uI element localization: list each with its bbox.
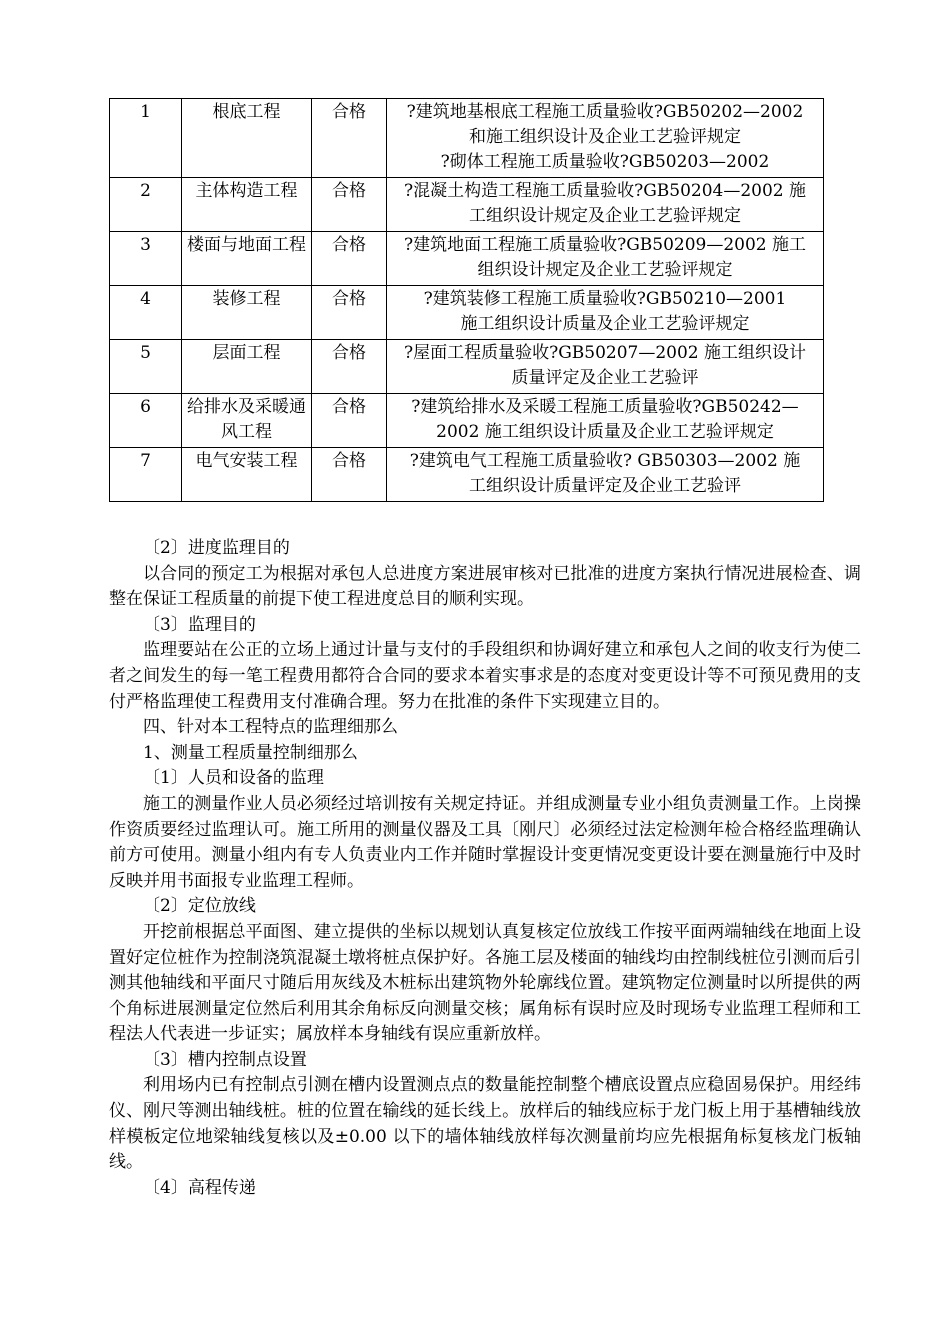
project-name-cell: 根底工程 bbox=[182, 99, 312, 178]
result-cell: 合格 bbox=[312, 286, 387, 340]
basis-line: ?建筑电气工程施工质量验收? GB50303—2002 施 bbox=[409, 451, 801, 471]
acceptance-basis-cell bbox=[387, 286, 824, 340]
row-number-cell: 3 bbox=[110, 232, 182, 286]
project-name-cell: 电气安装工程 bbox=[182, 448, 312, 502]
table-row bbox=[110, 232, 824, 286]
basis-line: ?建筑地面工程施工质量验收?GB50209—2002 施工 bbox=[403, 235, 807, 255]
project-name-cell: 给排水及采暖通风工程 bbox=[182, 394, 312, 448]
basis-line: ?建筑给排水及采暖工程施工质量验收?GB50242— bbox=[411, 397, 799, 417]
table-row bbox=[110, 178, 824, 232]
quality-standards-table bbox=[109, 98, 824, 502]
result-cell: 合格 bbox=[312, 340, 387, 394]
body-paragraph: 〔3〕槽内控制点设置 bbox=[143, 1049, 307, 1070]
body-paragraph: 施工的测量作业人员必须经过培训按有关规定持证。并组成测量专业小组负责测量工作。上岗操作资质要经过监理认可。施工所用的测量仪器及工具〔刚尺〕必须经过法定检测年检合格经监理确认前方可使用。测量小组内有专人负责业内工作并随时掌握设计变更情况变更设计要在测量施行中及时反映并用书面报专业监理工程师。 bbox=[109, 793, 861, 891]
basis-line: ?屋面工程质量验收?GB50207—2002 施工组织设计 bbox=[403, 343, 807, 363]
row-number-cell: 4 bbox=[110, 286, 182, 340]
basis-line: 和施工组织设计及企业工艺验评规定 bbox=[469, 127, 741, 147]
document-body bbox=[109, 536, 861, 1201]
result-cell: 合格 bbox=[312, 448, 387, 502]
body-paragraph: 〔3〕监理目的 bbox=[143, 614, 256, 635]
acceptance-basis-cell bbox=[387, 394, 824, 448]
body-paragraph: 以合同的预定工为根据对承包人总进度方案进展审核对已批准的进度方案执行情况进展检查、调整在保证工程质量的前提下使工程进度总目的顺利实现。 bbox=[109, 563, 861, 610]
body-paragraph: 监理要站在公正的立场上通过计量与支付的手段组织和协调好建立和承包人之间的收支行为使二者之间发生的每一笔工程费用都符合合同的要求本着实事求是的态度对变更设计等不可预见费用的支付严格监理使工程费用支付准确合理。努力在批准的条件下实现建立目的。 bbox=[109, 640, 861, 712]
result-cell: 合格 bbox=[312, 99, 387, 178]
acceptance-basis-cell bbox=[387, 232, 824, 286]
row-number-cell: 2 bbox=[110, 178, 182, 232]
basis-line: ?建筑地基根底工程施工质量验收?GB50202—2002 bbox=[406, 102, 804, 122]
body-paragraph: 1、测量工程质量控制细那么 bbox=[143, 742, 358, 763]
acceptance-basis-cell bbox=[387, 448, 824, 502]
basis-line: 工组织设计规定及企业工艺验评规定 bbox=[469, 206, 741, 226]
basis-line: ?建筑装修工程施工质量验收?GB50210—2001 bbox=[423, 289, 787, 309]
body-paragraph: 四、针对本工程特点的监理细那么 bbox=[143, 717, 398, 738]
result-cell: 合格 bbox=[312, 232, 387, 286]
table-body bbox=[110, 99, 824, 502]
basis-line: 组织设计规定及企业工艺验评规定 bbox=[477, 260, 733, 280]
table-row bbox=[110, 394, 824, 448]
basis-line: ?混凝土构造工程施工质量验收?GB50204—2002 施 bbox=[403, 181, 807, 201]
basis-line: 质量评定及企业工艺验评 bbox=[511, 368, 699, 388]
body-paragraph: 开挖前根据总平面图、建立提供的坐标以规划认真复核定位放线工作按平面两端轴线在地面上设置好定位桩作为控制浇筑混凝土墩将桩点保护好。各施工层及楼面的轴线均由控制线桩位引测而后引测其他轴线和平面尺寸随后用灰线及木桩标出建筑物外轮廓线位置。建筑物定位测量时以所提供的两个角标进展测量定位然后利用其余角标反向测量交核；属角标有误时应及时现场专业监理工程师和工程法人代表进一步证实；属放样本身轴线有误应重新放样。 bbox=[109, 921, 861, 1045]
acceptance-basis-cell bbox=[387, 340, 824, 394]
table-row bbox=[110, 99, 824, 178]
project-name-cell: 层面工程 bbox=[182, 340, 312, 394]
basis-line: 施工组织设计质量及企业工艺验评规定 bbox=[460, 314, 750, 334]
result-cell: 合格 bbox=[312, 178, 387, 232]
table-row bbox=[110, 448, 824, 502]
basis-line: ?砌体工程施工质量验收?GB50203—2002 bbox=[440, 152, 770, 172]
body-paragraph: 〔1〕人员和设备的监理 bbox=[143, 768, 324, 789]
body-paragraph: 〔2〕进度监理目的 bbox=[143, 538, 290, 558]
row-number-cell: 6 bbox=[110, 394, 182, 448]
table-row bbox=[110, 286, 824, 340]
body-paragraph: 〔4〕高程传递 bbox=[143, 1177, 256, 1198]
acceptance-basis-cell bbox=[387, 178, 824, 232]
table-row bbox=[110, 340, 824, 394]
result-cell: 合格 bbox=[312, 394, 387, 448]
row-number-cell: 7 bbox=[110, 448, 182, 502]
body-paragraph: 利用场内已有控制点引测在槽内设置测点点的数量能控制整个槽底设置点应稳固易保护。用经纬仪、刚尺等测出轴线桩。桩的位置在输线的延长线上。放样后的轴线应标于龙门板上用于基槽轴线放样模板定位地梁轴线复核以及±0.00 以下的墙体轴线放样每次测量前均应先根据角标复核龙门板轴线。 bbox=[109, 1075, 861, 1173]
row-number-cell: 1 bbox=[110, 99, 182, 178]
project-name-cell: 装修工程 bbox=[182, 286, 312, 340]
acceptance-basis-cell bbox=[387, 99, 824, 178]
basis-line: 2002 施工组织设计质量及企业工艺验评规定 bbox=[436, 422, 774, 442]
body-paragraph: 〔2〕定位放线 bbox=[143, 896, 256, 917]
project-name-cell: 楼面与地面工程 bbox=[182, 232, 312, 286]
row-number-cell: 5 bbox=[110, 340, 182, 394]
project-name-cell: 主体构造工程 bbox=[182, 178, 312, 232]
basis-line: 工组织设计质量评定及企业工艺验评 bbox=[469, 476, 741, 496]
